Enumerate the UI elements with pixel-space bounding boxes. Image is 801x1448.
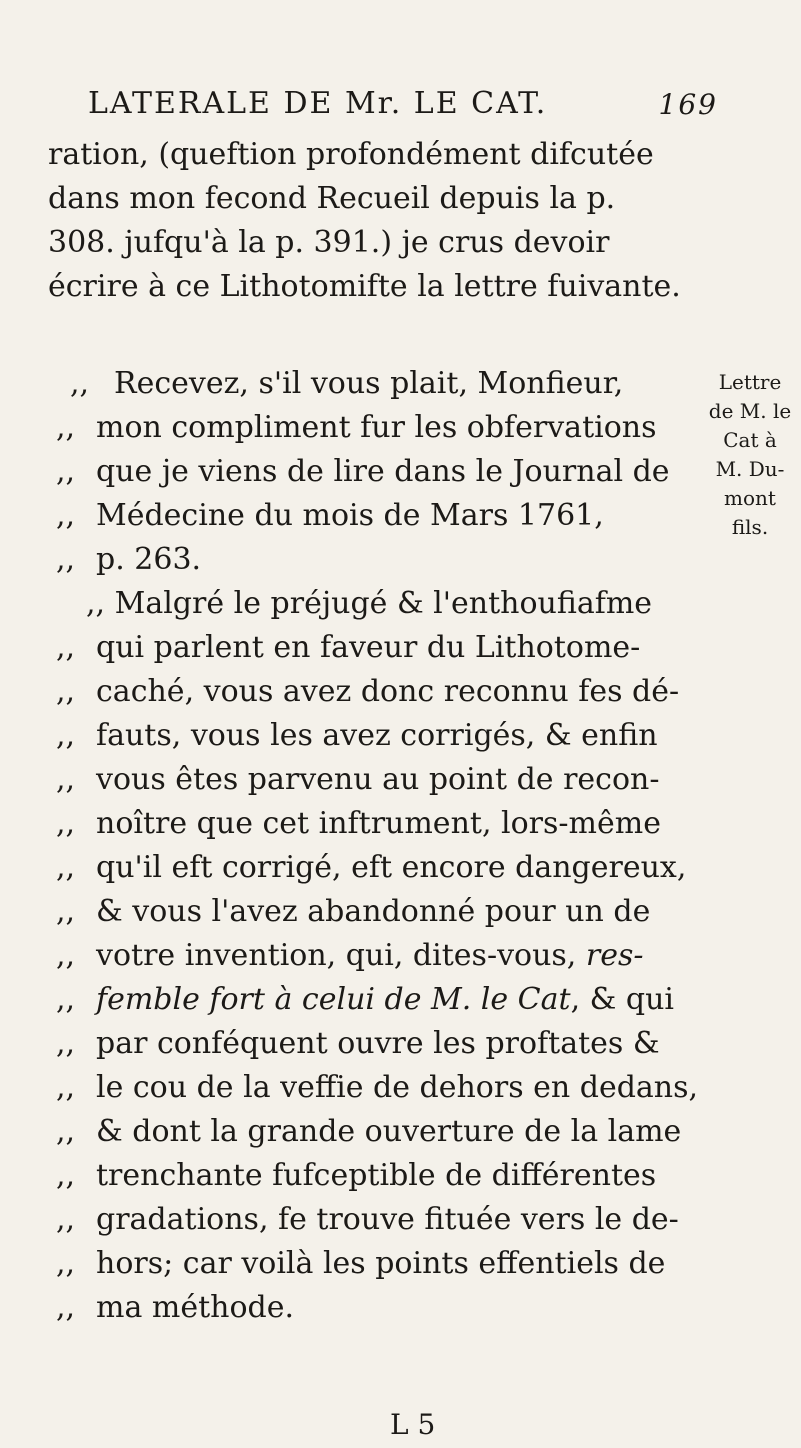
quote-text: caché, vous avez donc reconnu fes dé-: [96, 674, 680, 709]
intro-paragraph: [48, 137, 688, 316]
quote-mark: ,,: [56, 1158, 76, 1193]
intro-line: dans mon fecond Recueil depuis la p.: [48, 181, 616, 216]
quote-mark: ,,: [56, 1114, 76, 1149]
running-header: [88, 86, 718, 126]
quote-mark: ,,: [56, 938, 76, 973]
quote-text: qui parlent en faveur du Lithotome-: [96, 630, 641, 665]
quote-text: ma méthode.: [96, 1290, 295, 1325]
quote-mark: ,,: [56, 1070, 76, 1105]
quote-mark: ,,: [56, 850, 76, 885]
quote-mark: ,,: [56, 1026, 76, 1061]
quote-mark: ,,: [56, 718, 76, 753]
quote-mark: ,,: [56, 1246, 76, 1281]
quote-text: vous êtes parvenu au point de recon-: [96, 762, 660, 797]
quote-mark: ,,: [56, 630, 76, 665]
quote-mark: ,,: [56, 806, 76, 841]
quote-text: ,, Malgré le préjugé & l'enthoufiafme: [86, 586, 653, 621]
quote-mark: ,,: [56, 674, 76, 709]
quote-text: le cou de la veffie de dehors en dedans,: [96, 1070, 699, 1105]
margin-note-line: de M. le: [708, 399, 792, 423]
quoted-letter: [56, 366, 706, 1366]
quote-mark: ,,: [56, 894, 76, 929]
quote-text: trenchante fufceptible de différentes: [96, 1158, 657, 1193]
quote-text: fauts, vous les avez corrigés, & enfin: [96, 718, 658, 753]
margin-note-line: fils.: [731, 515, 769, 539]
quote-text: & dont la grande ouverture de la lame: [96, 1114, 682, 1149]
quote-mark: ,,: [56, 1202, 76, 1237]
quote-mark: ,,: [56, 454, 76, 489]
quote-text: noître que cet inftrument, lors-même: [96, 806, 661, 841]
quote-text: hors; car voilà les points effentiels de: [96, 1246, 666, 1281]
quote-text: & vous l'avez abandonné pour un de: [96, 894, 651, 929]
quote-text: que je viens de lire dans le Journal de: [96, 454, 670, 489]
page-number: 169: [658, 88, 718, 121]
margin-note-line: M. Du-: [715, 457, 785, 481]
quote-mark: ,,: [56, 1290, 76, 1325]
margin-note-line: Cat à: [723, 428, 777, 452]
quote-text: femble fort à celui de M. le Cat, & qui: [96, 982, 675, 1017]
quote-mark: ,,: [56, 410, 76, 445]
quote-mark: ,,: [56, 498, 76, 533]
quote-mark: ,,: [56, 762, 76, 797]
quote-mark: ,,: [56, 542, 76, 577]
quote-text: qu'il eft corrigé, eft encore dangereux,: [96, 850, 687, 885]
quote-text: p. 263.: [96, 542, 202, 577]
quote-text: Recevez, s'il vous plait, Monfieur,: [114, 366, 624, 401]
quote-text: mon compliment fur les obfervations: [96, 410, 657, 445]
quote-text: votre invention, qui, dites-vous, res-: [96, 938, 644, 973]
quote-mark: ,,: [56, 982, 76, 1017]
quote-text: par conféquent ouvre les proftates &: [96, 1026, 660, 1061]
quote-mark: ,,: [70, 366, 90, 401]
margin-note-line: mont: [724, 486, 776, 510]
intro-line: ration, (queftion profondément difcutée: [48, 137, 654, 172]
intro-line: écrire à ce Lithotomifte la lettre fuivante.: [48, 269, 681, 304]
intro-line: 308. jufqu'à la p. 391.) je crus devoir: [48, 225, 610, 260]
margin-note-line: Lettre: [718, 370, 782, 394]
header-title: LATERALE DE Mr. LE CAT.: [88, 86, 548, 121]
quote-text: gradations, fe trouve fituée vers le de-: [96, 1202, 679, 1237]
signature-mark: L 5: [390, 1408, 436, 1441]
margin-note: [700, 368, 800, 542]
quote-text: Médecine du mois de Mars 1761,: [96, 498, 604, 533]
